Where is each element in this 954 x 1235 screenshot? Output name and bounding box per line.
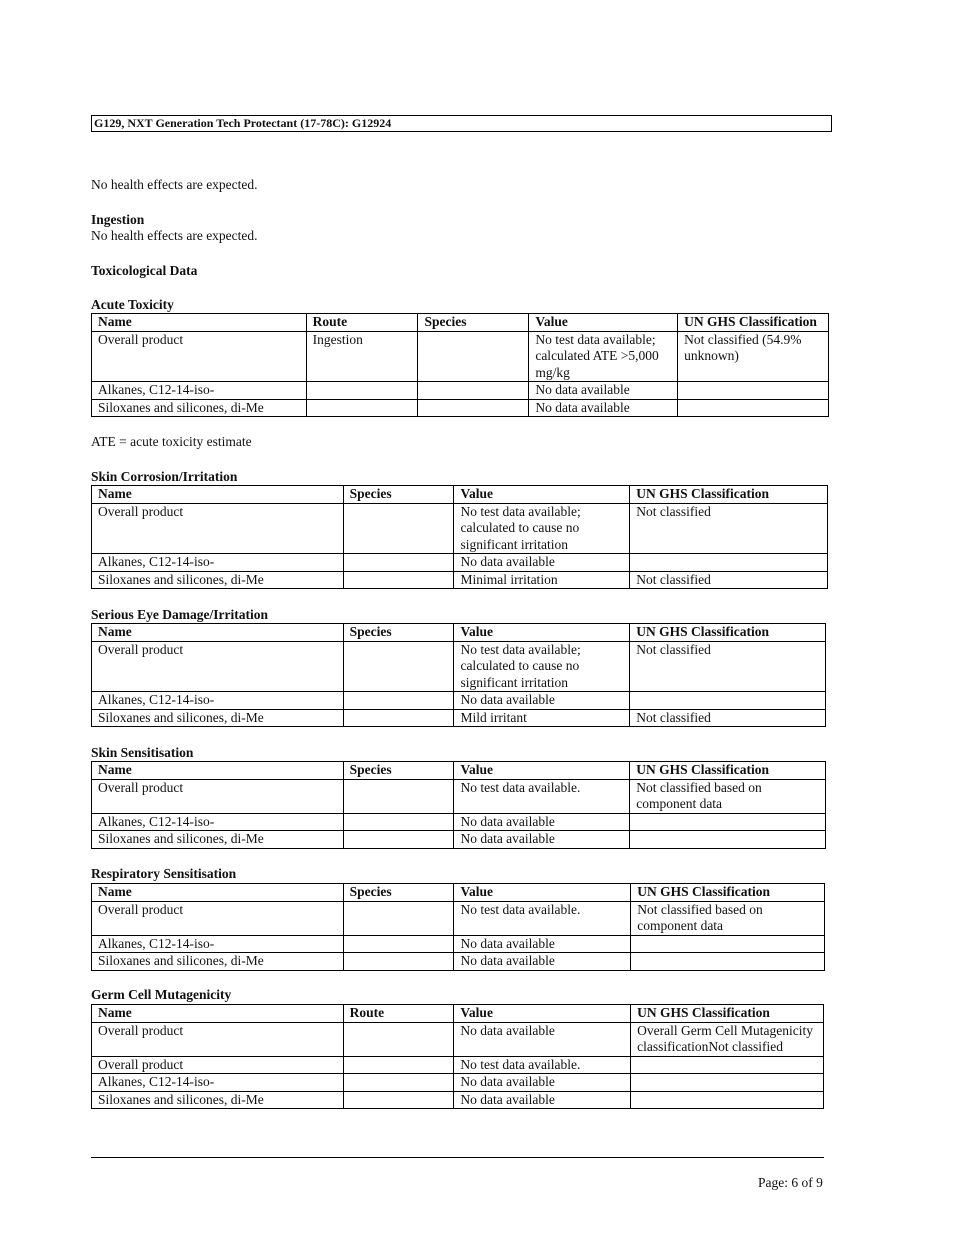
table-row [92, 1074, 824, 1092]
ingestion-heading: Ingestion [91, 212, 145, 227]
col-value: Value [454, 624, 630, 642]
col-value: Value [454, 762, 630, 780]
skin-sensitisation-table [91, 761, 826, 849]
cell: Overall product [92, 503, 344, 554]
cell: Not classified (54.9% unknown) [678, 331, 829, 382]
cell: No data available [529, 382, 678, 400]
cell [630, 692, 826, 710]
cell: Siloxanes and silicones, di-Me [92, 709, 344, 727]
cell: No test data available; calculated to cause no significant irritation [454, 503, 630, 554]
col-name: Name [92, 486, 344, 504]
cell: Alkanes, C12-14-iso- [92, 382, 307, 400]
germ-cell-heading: Germ Cell Mutagenicity [91, 987, 232, 1002]
cell: Siloxanes and silicones, di-Me [92, 399, 307, 417]
col-classification: UN GHS Classification [631, 884, 825, 902]
col-species: Species [343, 624, 454, 642]
cell: No data available [454, 554, 630, 572]
ingestion-text: No health effects are expected. [91, 228, 258, 243]
cell: No data available [454, 953, 631, 971]
cell: Not classified [630, 503, 828, 554]
cell: No test data available. [454, 779, 630, 813]
table-row [92, 779, 826, 813]
cell [678, 399, 829, 417]
cell [343, 831, 454, 849]
cell [630, 554, 828, 572]
table-row [92, 571, 828, 589]
cell: Not classified [630, 641, 826, 692]
germ-cell-table [91, 1004, 824, 1109]
table-row [92, 554, 828, 572]
cell: Alkanes, C12-14-iso- [92, 935, 344, 953]
cell: Alkanes, C12-14-iso- [92, 813, 344, 831]
eye-damage-heading: Serious Eye Damage/Irritation [91, 607, 268, 622]
cell: No data available [454, 1022, 631, 1056]
cell: Minimal irritation [454, 571, 630, 589]
table-row [92, 831, 826, 849]
col-species: Species [343, 486, 454, 504]
table-row [92, 953, 825, 971]
col-name: Name [92, 1005, 344, 1023]
cell [418, 399, 529, 417]
cell: No test data available. [454, 1056, 631, 1074]
col-classification: UN GHS Classification [631, 1005, 824, 1023]
col-value: Value [454, 1005, 631, 1023]
col-species: Species [418, 314, 529, 332]
col-classification: UN GHS Classification [678, 314, 829, 332]
table-row [92, 709, 826, 727]
toxicological-data-heading: Toxicological Data [91, 263, 198, 278]
cell: Alkanes, C12-14-iso- [92, 1074, 344, 1092]
table-row [92, 813, 826, 831]
cell [631, 935, 825, 953]
table-row [92, 382, 829, 400]
cell [343, 953, 454, 971]
cell: Alkanes, C12-14-iso- [92, 692, 344, 710]
cell [631, 1056, 824, 1074]
cell [418, 382, 529, 400]
col-species: Species [343, 884, 454, 902]
col-classification: UN GHS Classification [630, 624, 826, 642]
cell [343, 1022, 454, 1056]
cell [343, 554, 454, 572]
table-header-row [92, 762, 826, 780]
cell [343, 901, 454, 935]
cell [343, 692, 454, 710]
col-classification: UN GHS Classification [630, 762, 826, 780]
col-species: Species [343, 762, 454, 780]
cell: No test data available; calculated to cause no significant irritation [454, 641, 630, 692]
cell: Overall product [92, 901, 344, 935]
table-header-row [92, 486, 828, 504]
col-value: Value [454, 884, 631, 902]
table-row [92, 331, 829, 382]
table-row [92, 692, 826, 710]
table-row [92, 935, 825, 953]
cell [343, 935, 454, 953]
respiratory-sensitisation-table [91, 883, 825, 971]
col-name: Name [92, 314, 307, 332]
col-value: Value [529, 314, 678, 332]
ate-note: ATE = acute toxicity estimate [91, 434, 252, 449]
col-classification: UN GHS Classification [630, 486, 828, 504]
cell [343, 571, 454, 589]
document-header: G129, NXT Generation Tech Protectant (17-78C): G12924 [91, 115, 832, 132]
eye-damage-table [91, 623, 826, 727]
cell: Overall product [92, 1022, 344, 1056]
table-row [92, 901, 825, 935]
cell: Ingestion [306, 331, 418, 382]
acute-toxicity-table [91, 313, 829, 417]
table-header-row [92, 884, 825, 902]
cell [631, 1074, 824, 1092]
col-value: Value [454, 486, 630, 504]
col-route: Route [306, 314, 418, 332]
cell: Siloxanes and silicones, di-Me [92, 953, 344, 971]
cell: No data available [454, 1091, 631, 1109]
cell: Alkanes, C12-14-iso- [92, 554, 344, 572]
cell [418, 331, 529, 382]
cell [343, 503, 454, 554]
cell: Siloxanes and silicones, di-Me [92, 571, 344, 589]
cell [343, 709, 454, 727]
table-row [92, 1022, 824, 1056]
table-header-row [92, 624, 826, 642]
respiratory-sensitisation-heading: Respiratory Sensitisation [91, 866, 237, 881]
cell: No test data available; calculated ATE >5,000 mg/kg [529, 331, 678, 382]
cell: Not classified based on component data [630, 779, 826, 813]
cell: No data available [454, 692, 630, 710]
cell: Not classified based on component data [631, 901, 825, 935]
table-row [92, 1056, 824, 1074]
skin-corrosion-table [91, 485, 828, 589]
cell: Overall product [92, 779, 344, 813]
acute-toxicity-heading: Acute Toxicity [91, 297, 174, 312]
cell [343, 1056, 454, 1074]
table-header-row [92, 314, 829, 332]
table-header-row [92, 1005, 824, 1023]
cell: No data available [454, 1074, 631, 1092]
skin-corrosion-heading: Skin Corrosion/Irritation [91, 469, 238, 484]
cell [306, 399, 418, 417]
cell [343, 779, 454, 813]
page-number: Page: 6 of 9 [758, 1175, 823, 1190]
cell: Siloxanes and silicones, di-Me [92, 1091, 344, 1109]
cell: Not classified [630, 709, 826, 727]
cell: Not classified [630, 571, 828, 589]
col-name: Name [92, 624, 344, 642]
cell [631, 953, 825, 971]
cell: No data available [454, 935, 631, 953]
cell [343, 1091, 454, 1109]
cell: Mild irritant [454, 709, 630, 727]
cell: No data available [454, 813, 630, 831]
table-row [92, 641, 826, 692]
cell: Overall product [92, 1056, 344, 1074]
cell [631, 1091, 824, 1109]
cell: Overall Germ Cell Mutagenicity classificationNot classified [631, 1022, 824, 1056]
cell: No data available [454, 831, 630, 849]
cell [343, 813, 454, 831]
footer-divider [91, 1157, 824, 1158]
col-name: Name [92, 762, 344, 780]
cell: Overall product [92, 641, 344, 692]
table-row [92, 399, 829, 417]
cell [343, 1074, 454, 1092]
cell [678, 382, 829, 400]
table-row [92, 503, 828, 554]
skin-sensitisation-heading: Skin Sensitisation [91, 745, 194, 760]
cell [343, 641, 454, 692]
cell: No test data available. [454, 901, 631, 935]
cell: Overall product [92, 331, 307, 382]
cell [630, 831, 826, 849]
intro-text: No health effects are expected. [91, 177, 258, 192]
cell [306, 382, 418, 400]
cell: Siloxanes and silicones, di-Me [92, 831, 344, 849]
table-row [92, 1091, 824, 1109]
col-route: Route [343, 1005, 454, 1023]
cell [630, 813, 826, 831]
cell: No data available [529, 399, 678, 417]
col-name: Name [92, 884, 344, 902]
